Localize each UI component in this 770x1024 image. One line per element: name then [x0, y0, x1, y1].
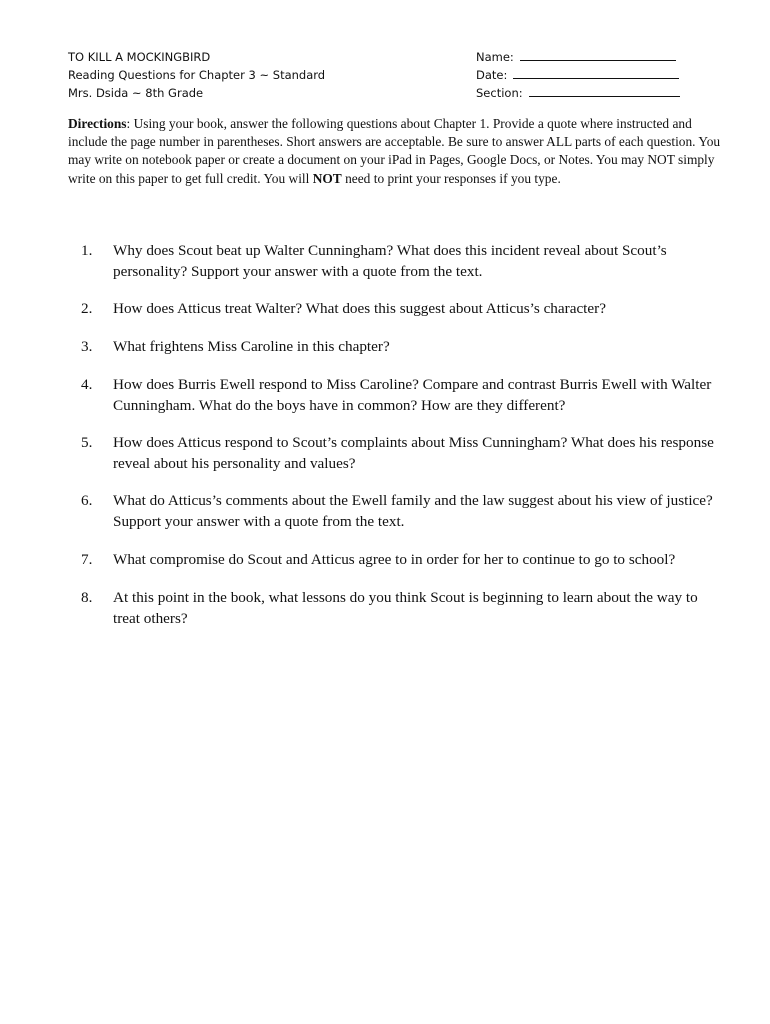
question-text: How does Burris Ewell respond to Miss Caroline? Compare and contrast Burris Ewell with Walter Cunningham. What do the boys have in common? How are they different? — [113, 376, 712, 414]
question-number: 2. — [81, 300, 93, 317]
question-number: 1. — [81, 242, 93, 259]
teacher-grade: Mrs. Dsida ~ 8th Grade — [68, 86, 204, 100]
question-number: 3. — [81, 338, 93, 355]
section-blank — [529, 85, 680, 97]
question-text: Why does Scout beat up Walter Cunningham? What does this incident reveal about Scout’s personality? Support your answer with a quote from the text. — [113, 242, 667, 280]
question-number: 8. — [81, 589, 93, 606]
directions-text-2: need to print your responses if you type. — [341, 170, 561, 186]
header-info — [68, 48, 325, 102]
question-item — [68, 432, 728, 474]
directions-emphasis: NOT — [312, 170, 342, 186]
question-number: 4. — [81, 376, 93, 393]
question-number: 5. — [81, 434, 93, 451]
question-text: What do Atticus’s comments about the Ewell family and the law suggest about his view of justice? Support your answer with a quote from the text. — [113, 492, 713, 530]
assignment-title: Reading Questions for Chapter 3 ~ Standard — [68, 68, 326, 82]
directions-text-1: : Using your book, answer the following questions about Chapter 1. Provide a quote where instructed and include the page number in parentheses. Short answers are acceptable. Be sure to answer ALL parts of each question. You may write on notebook paper or create a document on your iPad in Pages, Google Docs, or Notes. You may NOT simply write on this paper to get full credit. You will — [68, 116, 721, 186]
question-text: What compromise do Scout and Atticus agree to in order for her to continue to go to school? — [113, 551, 676, 568]
name-blank — [520, 49, 676, 61]
question-item — [68, 587, 728, 629]
question-number: 6. — [81, 492, 93, 509]
question-number: 7. — [81, 551, 93, 568]
question-item — [68, 490, 728, 532]
question-item — [68, 336, 728, 357]
question-text: How does Atticus respond to Scout’s complaints about Miss Cunningham? What does his response reveal about his personality and values? — [113, 434, 714, 472]
date-field — [476, 66, 680, 84]
section-field — [476, 84, 680, 102]
question-item — [68, 298, 728, 319]
directions-lead: Directions — [68, 116, 127, 131]
question-text: How does Atticus treat Walter? What does this suggest about Atticus’s character? — [113, 300, 606, 317]
name-field — [476, 48, 680, 66]
date-blank — [513, 67, 679, 79]
name-label: Name: — [476, 50, 514, 64]
question-item — [68, 549, 728, 570]
date-label: Date: — [476, 68, 508, 82]
student-fields — [476, 48, 680, 102]
question-item — [68, 374, 728, 416]
directions-paragraph — [68, 115, 728, 188]
section-label: Section: — [476, 86, 523, 100]
question-list — [68, 240, 728, 629]
question-text: At this point in the book, what lessons do you think Scout is beginning to learn about the way to treat others? — [113, 589, 698, 627]
question-item — [68, 240, 728, 282]
book-title: TO KILL A MOCKINGBIRD — [68, 50, 211, 64]
question-text: What frightens Miss Caroline in this chapter? — [113, 338, 390, 355]
